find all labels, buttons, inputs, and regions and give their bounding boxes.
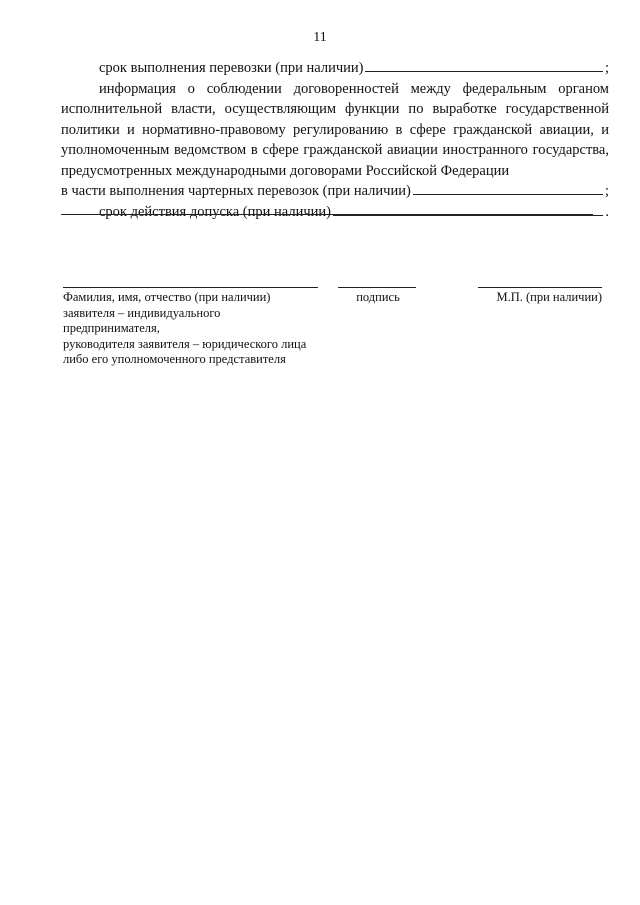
field-agreements-charter-label: в части выполнения чартерных перевозок (при наличии) (61, 183, 411, 199)
field-agreements-charter (61, 181, 609, 202)
field-agreements-blank (413, 182, 603, 195)
page-number: 11 (313, 30, 327, 45)
field-transport-term-end: ; (604, 60, 609, 76)
field-transport-term-label: срок выполнения перевозки (при наличии) (99, 60, 364, 76)
name-caption (63, 290, 333, 368)
seal-caption: М.П. (при наличии) (496, 290, 602, 304)
signature-caption: подпись (356, 290, 400, 304)
name-signature-line (63, 287, 318, 288)
document-body (61, 58, 609, 222)
field-admission-validity (61, 202, 609, 223)
name-caption-line: предпринимателя, (63, 321, 160, 335)
field-admission-validity-end: . (605, 203, 609, 220)
separator-line (61, 214, 593, 215)
signature-line (338, 287, 416, 288)
name-caption-line: руководителя заявителя – юридического лица (63, 336, 307, 351)
name-caption-line: Фамилия, имя, отчество (при наличии) (63, 290, 271, 304)
field-agreements-end: ; (604, 183, 609, 199)
field-agreements-info: информация о соблюдении договоренностей между федеральным органом исполнительной власти, осуществляющим функции по выработке государственной политики и нормативно-правовому регулированию в сфере гражданской авиации, и уполномоченным ведомством в сфере гражданской авиации иностранного государства, предусмотренных международными договорами Российской Федерации (61, 80, 609, 179)
name-caption-line: либо его уполномоченного представителя (63, 352, 286, 366)
field-transport-term (61, 58, 609, 79)
field-admission-validity-label: срок действия допуска (при наличии) (99, 203, 331, 220)
seal-line (478, 287, 602, 288)
name-caption-line: заявителя – индивидуального (63, 305, 221, 320)
field-transport-term-blank (365, 59, 602, 72)
